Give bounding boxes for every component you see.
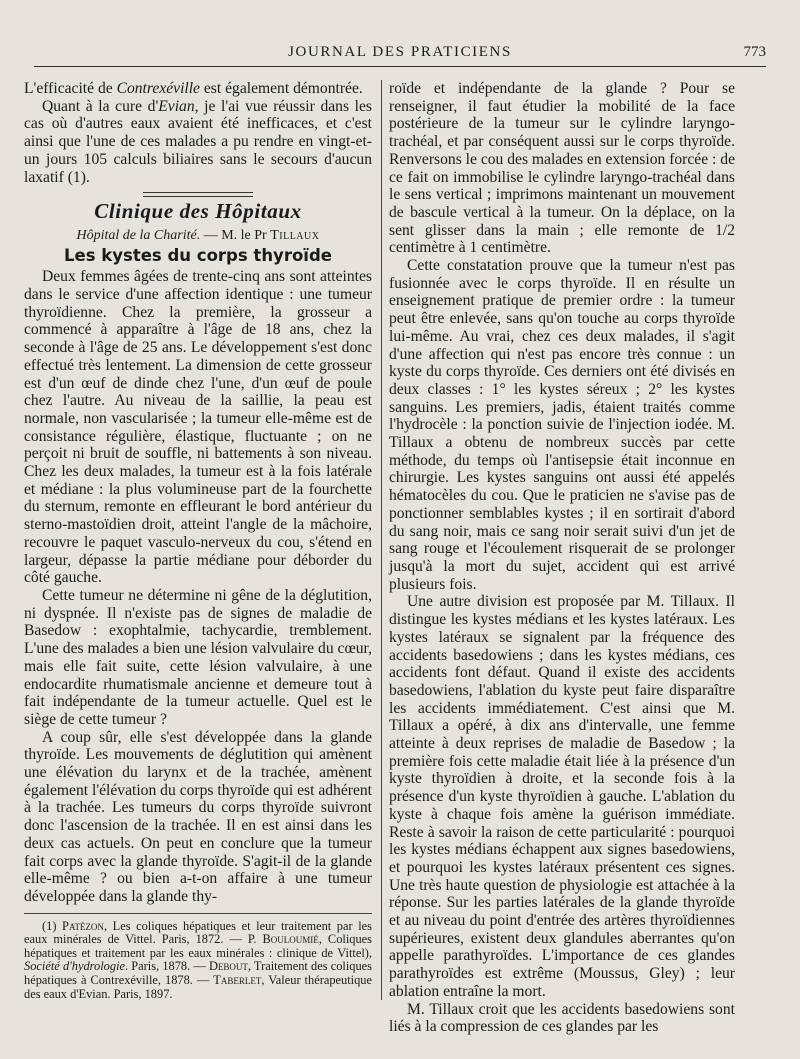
article-paragraph-4: roïde et indépendante de la glande ? Pour se renseigner, il faut étudier la mobilité de la face postérieure de la tumeur sur le cylindre laryngo-trachéal, et par conséquent aussi sur le corps thyroïde. Renversons le cou des malades en extension forcée : de ce fait on immobilise le cylindre laryngo-trachéal dans le sens vertical ; imprimons maintenant un mouvement de bascule vertical à la tumeur. On la déplace, on la sent glisser dans la main ; elle remonte de 1/2 centimètre à 1 centimètre. <box>389 80 735 257</box>
section-title: Clinique des Hôpitaux <box>94 199 302 224</box>
footnote: (1) Patézon, Les coliques hépatiques et leur traitement par les eaux minérales de Vittel. Paris, 1872. — P. Bouloumié, Coliques hépatiques et traitement par les eaux minérales : clinique de Vittel), Société d'hydrologie. Paris, 1878. — Debout, Traitement des coliques hépatiques à Contrexéville, 1878. — Taberlet, Valeur thérapeutique des eaux d'Evian. Paris, 1897. <box>24 918 372 1001</box>
hospital-byline: Hôpital de la Charité. — M. le Pr Tillaux <box>76 227 320 243</box>
article-paragraph-1: Deux femmes âgées de trente-cinq ans sont atteintes dans le service d'une affection identique : une tumeur thyroïdienne. Chez la première, la grosseur a commencé à apparaître à l'âge de 18 ans, chez la seconde à l'âge de 25 ans. Le développement s'est donc effectué très lentement. La dimension de cette grosseur est d'un œuf de dinde chez l'une, d'un œuf de poule chez l'autre. Au niveau de la saillie, la peau est normale, non vascularisée ; la tumeur elle-même est de consistance régulière, élastique, fluctuante ; on ne perçoit ni bruit de souffle, ni battements à son niveau. Chez les deux malades, la tumeur est à la fois latérale et médiane : la plus volumineuse part de la fourchette du sternum, remonte en effleurant le bord antérieur du sterno-mastoïdien droit, atteint l'angle de la mâchoire, recouvre le paquet vasculo-nerveux du cou, s'étend en largeur, dépasse la partie médiane pour déborder du côté gauche. <box>24 268 372 587</box>
page-number: 773 <box>743 44 766 60</box>
left-column <box>24 80 372 1001</box>
footnote-separator <box>24 913 372 914</box>
article-paragraph-2: Cette tumeur ne détermine ni gêne de la déglutition, ni dyspnée. Il n'existe pas de signes de maladie de Basedow : exophtalmie, tachycardie, tremblement. L'une des malades a bien une lésion valvulaire du cœur, mais elle fait suite, cette lésion valvulaire, à une endocardite rhumatismale ancienne et demeure tout à fait indépendante de la tumeur actuelle. Quel est le siège de cette tumeur ? <box>24 586 372 728</box>
intro-paragraph-1: L'efficacité de Contrexéville est également démontrée. <box>24 80 363 97</box>
column-divider <box>381 80 382 1000</box>
article-paragraph-6: Une autre division est proposée par M. Tillaux. Il distingue les kystes médians et les kystes latéraux. Les kystes latéraux se signalent par la fréquence des accidents basedowiens ; dans les kystes médians, ces accidents font défaut. Quand il existe des accidents basedowiens, l'ablation du kyste peut faire disparaître les accidents immédiatement. C'est ainsi que M. Tillaux a opéré, à dix ans d'intervalle, une femme atteinte à deux reprises de maladie de Basedow ; la première fois cette maladie était liée à la présence d'un kyste thyroïdien à droite, et la seconde fois à la présence d'un kyste thyroïdien à gauche. L'ablation du kyste à chaque fois amène la guérison immédiate. Reste à savoir la raison de cette particularité : pourquoi les kystes médians échappent aux signes basedowiens, et pourquoi les kystes latéraux présentent ces signes. Une très haute question de physiologie est attachée à la réponse. Sur les parties latérales de la glande thyroïde et au niveau du point d'entrée des artères thyroïdiennes supérieures, existent deux glandules aberrantes qu'on appelle parathyroïdes. L'importance de ces glandes parathyroïdes est extrême (Moussus, Gley) ; leur ablation entraîne la mort. <box>389 593 735 1000</box>
article-title: Les kystes du corps thyroïde <box>64 245 332 265</box>
intro-paragraph-2: Quant à la cure d'Evian, je l'ai vue réussir dans les cas où d'autres eaux avaient été inefficaces, et c'est ainsi que l'une de ces malades a pu rendre en vingt-et-un jours 105 calculs biliaires sans le secours d'aucun laxatif (1). <box>24 97 372 186</box>
article-paragraph-7: M. Tillaux croit que les accidents basedowiens sont liés à la compression de ces glandes par les <box>389 1000 735 1036</box>
running-title: JOURNAL DES PRATICIENS <box>288 44 512 60</box>
article-paragraph-3: A coup sûr, elle s'est développée dans la glande thyroïde. Les mouvements de déglutition qui amènent une élévation du larynx et de la trachée, amènent également l'élévation du corps thyroïde qui est adhérent à la trachée. Les tumeurs du corps thyroïde suivront donc l'ascension de la trachée. Il en est ainsi dans les deux cas actuels. On peut en conclure que la tumeur fait corps avec la glande thyroïde. S'agit-il de la glande elle-même ? ou bien a-t-on affaire à une tumeur développée dans la glande thy- <box>24 728 372 905</box>
right-column <box>389 80 735 1036</box>
page-header <box>34 42 766 67</box>
section-separator <box>143 192 253 197</box>
article-paragraph-5: Cette constatation prouve que la tumeur n'est pas fusionnée avec le corps thyroïde. Il en résulte un enseignement pratique de premier ordre : la tumeur peut être enlevée, sans qu'on touche au corps thyroïde lui-même. Au vrai, chez ces deux malades, il s'agit d'une affection qui n'est pas encore très connue : un kyste du corps thyroïde. Ces derniers ont été divisés en deux classes : 1° les kystes séreux ; 2° les kystes sanguins. Les premiers, jadis, étaient traités comme l'hydrocèle : la ponction suivie de l'injection iodée. M. Tillaux a obtenu de nombreux succès par cette méthode, du temps où l'antisepsie était inconnue en chirurgie. Les kystes sanguins ont aussi été appelés hématocèles du cou. Que le praticien ne s'avise pas de ponctionner semblables kystes ; il en sortirait d'abord du sang noir, mais ce sang noir serait suivi d'un jet de sang rouge et l'écoulement risquerait de se prolonger jusqu'à la mort du sujet, accident qui est arrivé plusieurs fois. <box>389 257 735 593</box>
